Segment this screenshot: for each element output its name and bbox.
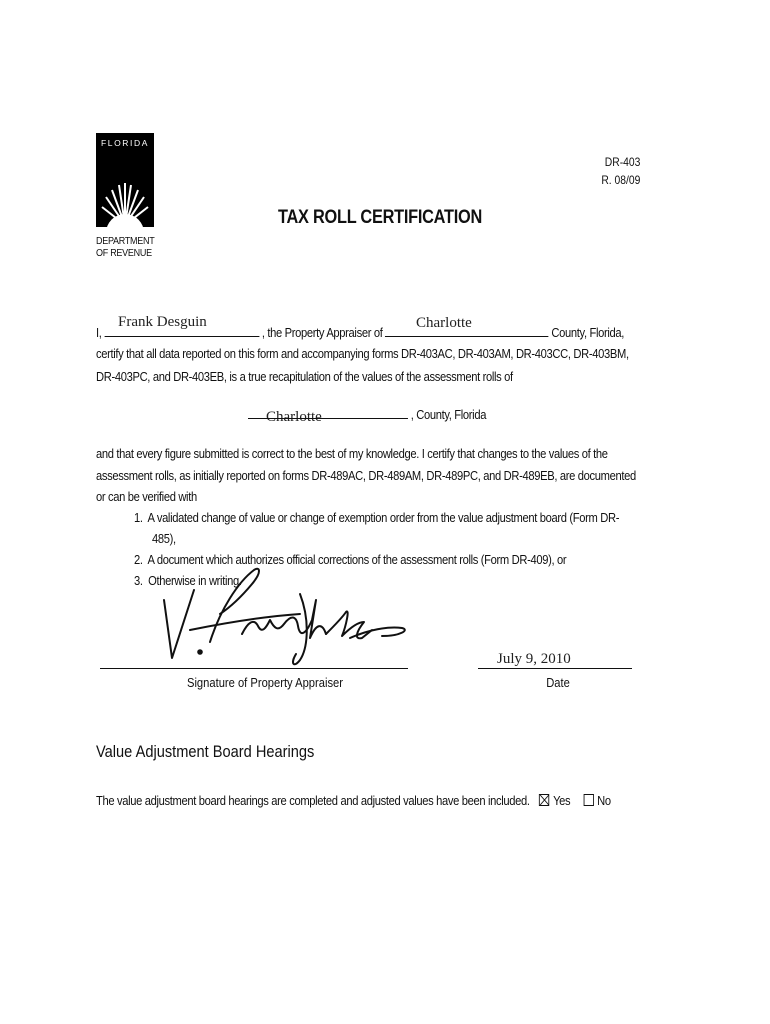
cert-line-2: certify that all data reported on this form and accompanying forms DR-403AC, DR-403AM, DR-403CC, DR-403BM,	[96, 346, 629, 361]
list-item-text: A document which authorizes official corrections of the assessment rolls (Form DR-409), or	[147, 552, 567, 567]
cert-county-line	[248, 405, 486, 422]
vab-statement-row	[96, 793, 611, 808]
form-revision: R. 08/09	[600, 173, 640, 187]
logo-title: FLORIDA	[100, 138, 150, 148]
list-item-text: Otherwise in writing.	[148, 573, 242, 588]
list-item-number: 1.	[134, 510, 143, 525]
cert-prefix: I,	[96, 325, 102, 340]
date-label: Date	[546, 675, 570, 690]
appraiser-name-value: Frank Desguin	[118, 314, 207, 330]
no-label: No	[597, 793, 611, 808]
logo-dept-line1: DEPARTMENT	[96, 236, 155, 247]
county-value-1: Charlotte	[416, 315, 472, 331]
para2-line-3: or can be verified with	[96, 489, 197, 504]
logo-emblem	[96, 133, 154, 233]
sunrise-icon	[96, 133, 154, 233]
cert-line-3: DR-403PC, and DR-403EB, is a true recapitulation of the values of the assessment rolls of	[96, 369, 513, 384]
form-title: TAX ROLL CERTIFICATION	[278, 207, 483, 228]
vab-heading: Value Adjustment Board Hearings	[96, 742, 315, 761]
county-field-1[interactable]	[385, 323, 548, 337]
list-item-continuation: 485),	[152, 531, 176, 546]
date-value: July 9, 2010	[497, 651, 571, 667]
logo-dept-line2: OF REVENUE	[96, 248, 152, 259]
list-item-number: 2.	[134, 552, 143, 567]
signature-line[interactable]	[100, 668, 408, 669]
county-field-2[interactable]	[248, 405, 408, 419]
cert-mid-text: , the Property Appraiser of	[261, 325, 383, 340]
county-value-2: Charlotte	[266, 409, 322, 425]
form-number: DR-403	[604, 155, 640, 169]
cert-line-1	[96, 323, 624, 340]
cert-suffix-2: , County, Florida	[410, 407, 487, 422]
date-line[interactable]	[478, 668, 632, 669]
appraiser-name-field[interactable]	[104, 323, 259, 337]
list-item-number: 3.	[134, 573, 143, 588]
handwritten-signature	[150, 530, 415, 670]
list-item-text: A validated change of value or change of exemption order from the value adjustment board (Form DR-	[147, 510, 620, 525]
form-number-block	[601, 153, 640, 189]
para2-line-2: assessment rolls, as initially reported on forms DR-489AC, DR-489AM, DR-489PC, and DR-489EB, are documented	[96, 468, 636, 483]
logo-department-text	[96, 236, 154, 260]
signature-label: Signature of Property Appraiser	[186, 675, 343, 690]
no-checkbox[interactable]	[583, 794, 593, 806]
yes-label: Yes	[553, 793, 571, 808]
vab-statement: The value adjustment board hearings are completed and adjusted values have been included.	[96, 793, 530, 808]
cert-suffix-1: County, Florida,	[551, 325, 624, 340]
para2-line-1: and that every figure submitted is correct to the best of my knowledge. I certify that changes to the values of the	[96, 446, 608, 461]
florida-dor-logo	[96, 133, 154, 268]
list-item	[134, 510, 619, 525]
yes-checkbox[interactable]	[539, 794, 549, 806]
